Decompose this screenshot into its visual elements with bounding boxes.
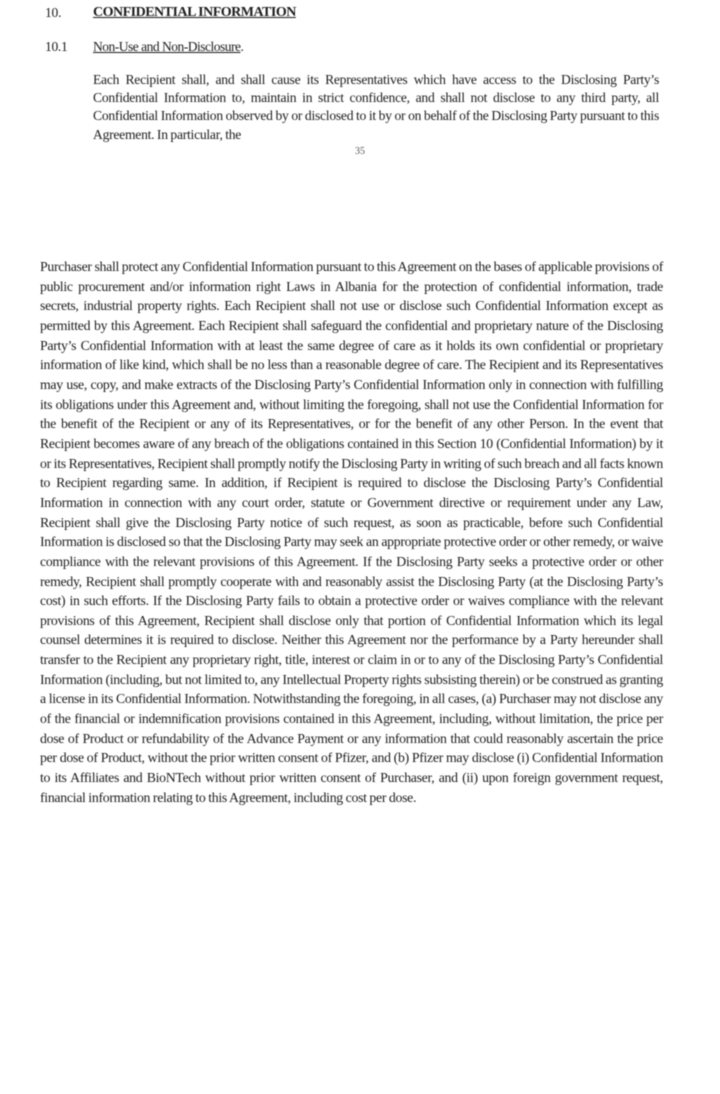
paragraph-top: Each Recipient shall, and shall cause its Representatives which have access to the Disclosing Party’s Confidential Information to, maintain in strict confidence, and shall not disclose to any third party, all Confidential Information observed by or disclosed to it by or on behalf of the Disclosing Party pursuant to this Agreement. In particular, the	[93, 72, 659, 142]
subsection-title: Non-Use and Non-Disclosure	[93, 39, 241, 54]
section-number: 10.	[45, 5, 62, 20]
subsection-title-suffix: .	[240, 39, 244, 54]
subsection-number: 10.1	[45, 39, 68, 54]
page-number: 35	[355, 146, 365, 157]
paragraph-continued: Purchaser shall protect any Confidential Information pursuant to this Agreement on the bases of applicable provisions of public procurement and/or information right Laws in Albania for the protection of confidential information, trade secrets, industrial property rights. Each Recipient shall not use or disclose such Confidential Information except as permitted by this Agreement. Each Recipient shall safeguard the confidential and proprietary nature of the Disclosing Party’s Confidential Information with at least the same degree of care as it holds its own confidential or proprietary information of like kind, which shall be no less than a reasonable degree of care. The Recipient and its Representatives may use, copy, and make extracts of the Disclosing Party’s Confidential Information only in connection with fulfilling its obligations under this Agreement and, without limiting the foregoing, shall not use the Confidential Information for the benefit of the Recipient or any of its Representatives, or for the benefit of any other Person. In the event that Recipient becomes aware of any breach of the obligations contained in this Section 10 (Confidential Information) by it or its Representatives, Recipient shall promptly notify the Disclosing Party in writing of such breach and all facts known to Recipient regarding same. In addition, if Recipient is required to disclose the Disclosing Party’s Confidential Information in connection with any court order, statute or Government directive or requirement under any Law, Recipient shall give the Disclosing Party notice of such request, as soon as practicable, before such Confidential Information is disclosed so that the Disclosing Party may seek an appropriate protective order or other remedy, or waive compliance with the relevant provisions of this Agreement. If the Disclosing Party seeks a protective order or other remedy, Recipient shall promptly cooperate with and reasonably assist the Disclosing Party (at the Disclosing Party’s cost) in such efforts. If the Disclosing Party fails to obtain a protective order or waives compliance with the relevant provisions of this Agreement, Recipient shall disclose only that portion of Confidential Information which its legal counsel determines it is required to disclose. Neither this Agreement nor the performance by a Party hereunder shall transfer to the Recipient any proprietary right, title, interest or claim in or to any of the Disclosing Party’s Confidential Information (including, but not limited to, any Intellectual Property rights subsisting therein) or be construed as granting a license in its Confidential Information. Notwithstanding the foregoing, in all cases, (a) Purchaser may not disclose any of the financial or indemnification provisions contained in this Agreement, including, without limitation, the price per dose of Product or refundability of the Advance Payment or any information that could reasonably ascertain the price per dose of Product, without the prior written consent of Pfizer, and (b) Pfizer may disclose (i) Confidential Information to its Affiliates and BioNTech without prior written consent of Purchaser, and (ii) upon foreign government request, financial information relating to this Agreement, including cost per dose.	[40, 259, 663, 805]
section-title: CONFIDENTIAL INFORMATION	[93, 5, 296, 20]
subsection-heading	[93, 39, 243, 55]
